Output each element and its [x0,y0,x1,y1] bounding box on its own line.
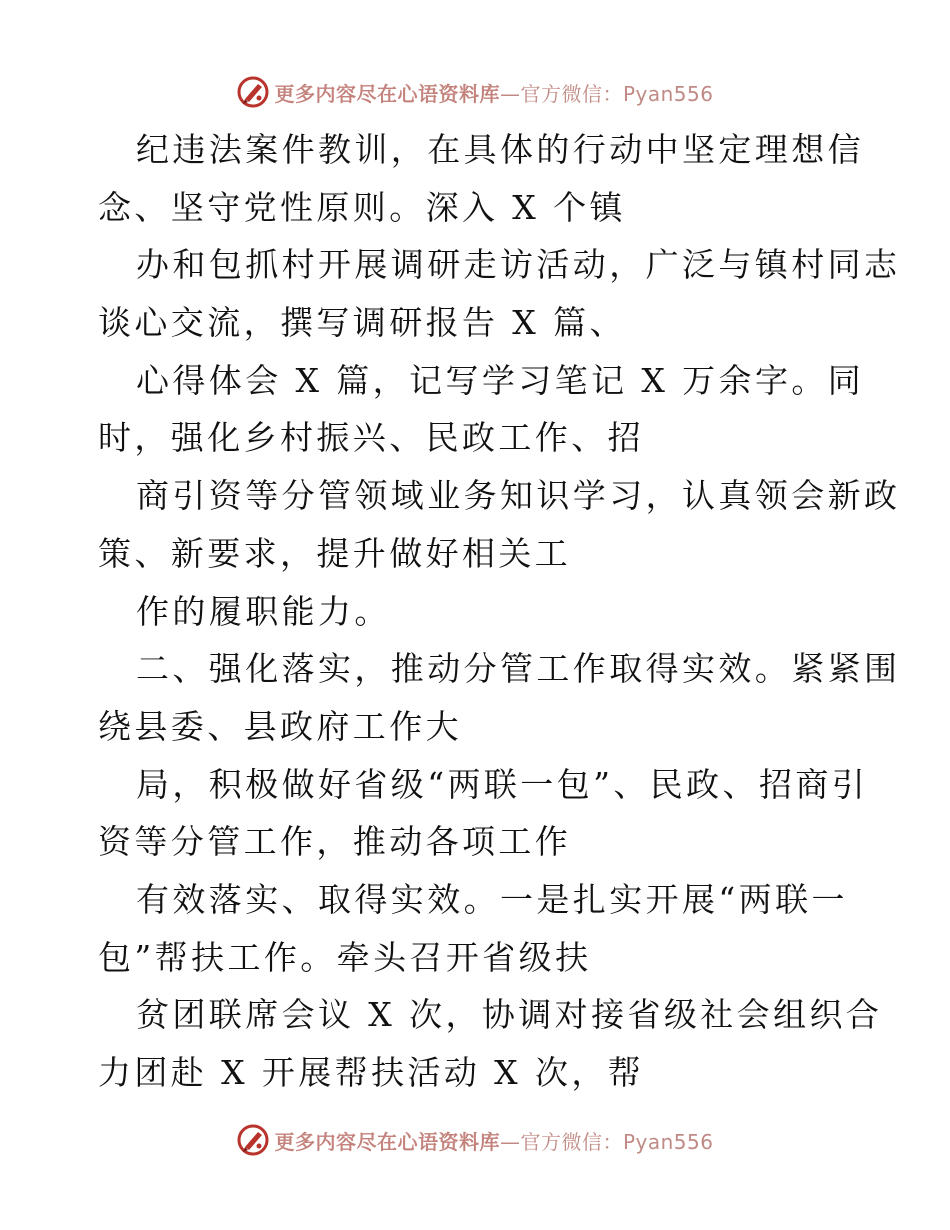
text-line: 作的履职能力。 [136,591,391,631]
watermark-text: 更多内容尽在心语资料库—官方微信：Pyan556 [274,1129,714,1154]
text-line: 商引资等分管领域业务知识学习，认真领会新政 [136,476,901,516]
text-line: 力团赴 X 开展帮扶活动 X 次，帮 [98,1053,645,1092]
text-line: 包”帮扶工作。牵头召开省级扶 [98,937,592,977]
pen-logo-icon [236,75,270,109]
document-body [98,121,901,1102]
text-line: 有效落实、取得实效。一是扎实开展“两联一 [136,879,848,919]
text-line: 二、强化落实，推动分管工作取得实效。紧紧围 [136,649,901,689]
text-line: 局，积极做好省级“两联一包”、民政、招商引 [136,764,869,804]
text-line: 绕县委、县政府工作大 [98,706,462,746]
text-line: 贫团联席会议 X 次，协调对接省级社会组织合 [136,995,883,1035]
text-line: 办和包抓村开展调研走访活动，广泛与镇村同志 [136,245,901,285]
text-line: 纪违法案件教训，在具体的行动中坚定理想信 [136,130,864,169]
text-line: 策、新要求，提升做好相关工 [98,533,572,573]
watermark-text: 更多内容尽在心语资料库—官方微信：Pyan556 [274,81,714,106]
text-line: 心得体会 X 篇，记写学习笔记 X 万余字。同 [136,360,865,400]
pen-logo-icon [236,1123,270,1157]
text-line: 资等分管工作，推动各项工作 [98,822,572,862]
text-line: 谈心交流，撰写调研报告 X 篇、 [98,303,626,343]
footer-watermark [0,1120,950,1160]
text-line: 时，强化乡村振兴、民政工作、招 [98,418,644,458]
text-line: 念、坚守党性原则。深入 X 个镇 [98,187,626,227]
header-watermark [0,72,950,112]
